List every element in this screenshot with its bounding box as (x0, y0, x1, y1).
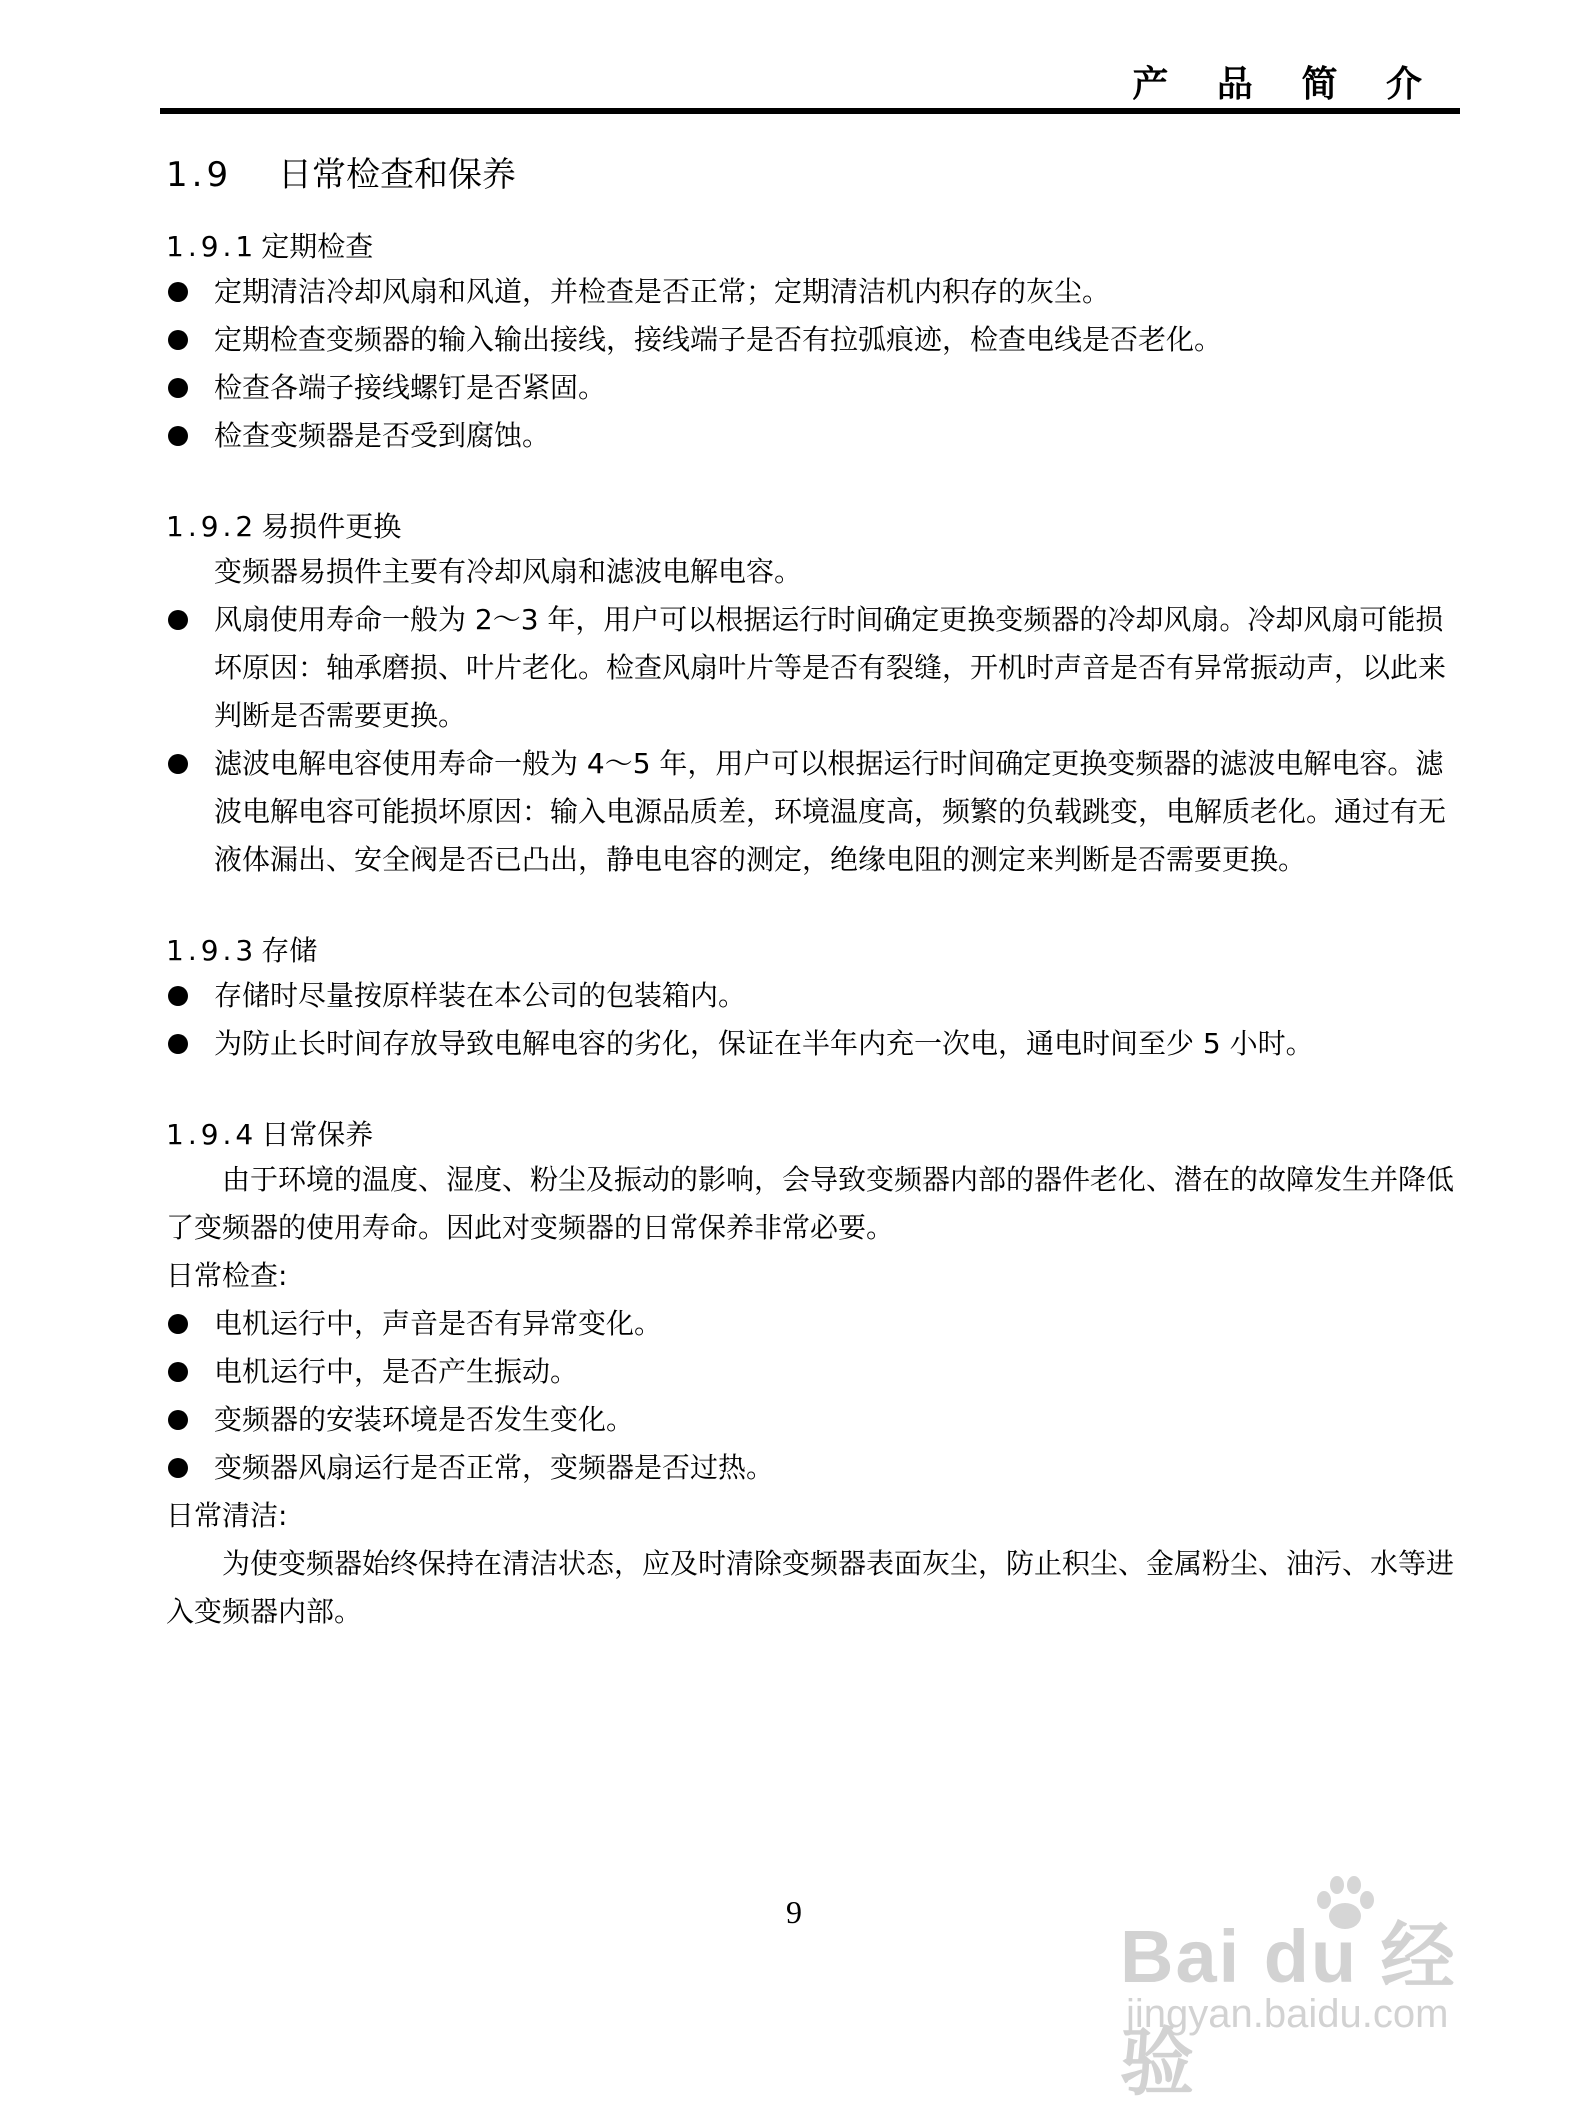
bullet-icon (168, 378, 188, 398)
bullet-icon (168, 754, 188, 774)
list-item: 滤波电解电容使用寿命一般为 4～5 年，用户可以根据运行时间确定更换变频器的滤波电解电容。滤波电解电容可能损坏原因：输入电源品质差，环境温度高，频繁的负载跳变，电解质老化。通过有无液体漏出、安全阀是否已凸出，静电电容的测定，绝缘电阻的测定来判断是否需要更换。 (166, 740, 1456, 884)
list-item: 为防止长时间存放导致电解电容的劣化，保证在半年内充一次电，通电时间至少 5 小时。 (166, 1020, 1456, 1068)
watermark-url: jingyan.baidu.com (1126, 1992, 1449, 2036)
list-item: 定期清洁冷却风扇和风道，并检查是否正常；定期清洁机内积存的灰尘。 (166, 268, 1456, 316)
intro-text: 变频器易损件主要有冷却风扇和滤波电解电容。 (214, 555, 803, 588)
body-paragraph: 由于环境的温度、湿度、粉尘及振动的影响，会导致变频器内部的器件老化、潜在的故障发生并降低了变频器的使用寿命。因此对变频器的日常保养非常必要。 (166, 1163, 1455, 1244)
spacer (166, 460, 1456, 496)
list-item: 定期检查变频器的输入输出接线，接线端子是否有拉弧痕迹，检查电线是否老化。 (166, 316, 1456, 364)
section-heading (166, 150, 1456, 200)
list-item: 风扇使用寿命一般为 2～3 年，用户可以根据运行时间确定更换变频器的冷却风扇。冷却风扇可能损坏原因：轴承磨损、叶片老化。检查风扇叶片等是否有裂缝，开机时声音是否有异常振动声，以此来判断是否需要更换。 (166, 596, 1456, 740)
bullet-icon (168, 1458, 188, 1478)
list-item: 电机运行中，是否产生振动。 (166, 1348, 1456, 1396)
bullet-icon (168, 1314, 188, 1334)
subsection-number: 1.9.1 (166, 230, 258, 263)
spacer (166, 884, 1456, 920)
list-item: 检查变频器是否受到腐蚀。 (166, 412, 1456, 460)
daily-check-label: 日常检查: (166, 1259, 288, 1292)
list-item: 变频器风扇运行是否正常，变频器是否过热。 (166, 1444, 1456, 1492)
subsection-heading-2 (166, 506, 1456, 548)
spacer (166, 1068, 1456, 1104)
bullet-icon (168, 1410, 188, 1430)
bullet-icon (168, 986, 188, 1006)
bullet-icon (168, 282, 188, 302)
bullet-icon (168, 330, 188, 350)
list-item: 电机运行中，声音是否有异常变化。 (166, 1300, 1456, 1348)
bullet-icon (168, 426, 188, 446)
list-item: 检查各端子接线螺钉是否紧固。 (166, 364, 1456, 412)
section-number: 1.9 (166, 155, 233, 195)
subsection-number: 1.9.4 (166, 1118, 258, 1151)
subsection-title: 易损件更换 (261, 510, 402, 543)
page-number: 9 (786, 1894, 802, 1930)
daily-clean-label: 日常清洁: (166, 1499, 288, 1532)
page-content (166, 150, 1456, 1636)
list-item: 变频器的安装环境是否发生变化。 (166, 1396, 1456, 1444)
subsection-number: 1.9.2 (166, 510, 258, 543)
body-paragraph: 为使变频器始终保持在清洁状态，应及时清除变频器表面灰尘，防止积尘、金属粉尘、油污、水等进入变频器内部。 (166, 1547, 1455, 1628)
running-header: 产 品 简 介 (1132, 64, 1440, 105)
header-rule (160, 108, 1460, 114)
subsection-heading-3 (166, 930, 1456, 972)
list-item: 存储时尽量按原样装在本公司的包装箱内。 (166, 972, 1456, 1020)
subsection-heading-1 (166, 226, 1456, 268)
subsection-title: 存储 (261, 934, 318, 967)
subsection-number: 1.9.3 (166, 934, 258, 967)
subsection-title: 定期检查 (261, 230, 374, 263)
bullet-icon (168, 1034, 188, 1054)
bullet-icon (168, 610, 188, 630)
baidu-watermark (1060, 1870, 1480, 2104)
subsection-title: 日常保养 (261, 1118, 374, 1151)
subsection-heading-4 (166, 1114, 1456, 1156)
section-title: 日常检查和保养 (278, 155, 516, 195)
watermark-logo: Bai du 经验 (1120, 1915, 1457, 2104)
bullet-icon (168, 1362, 188, 1382)
